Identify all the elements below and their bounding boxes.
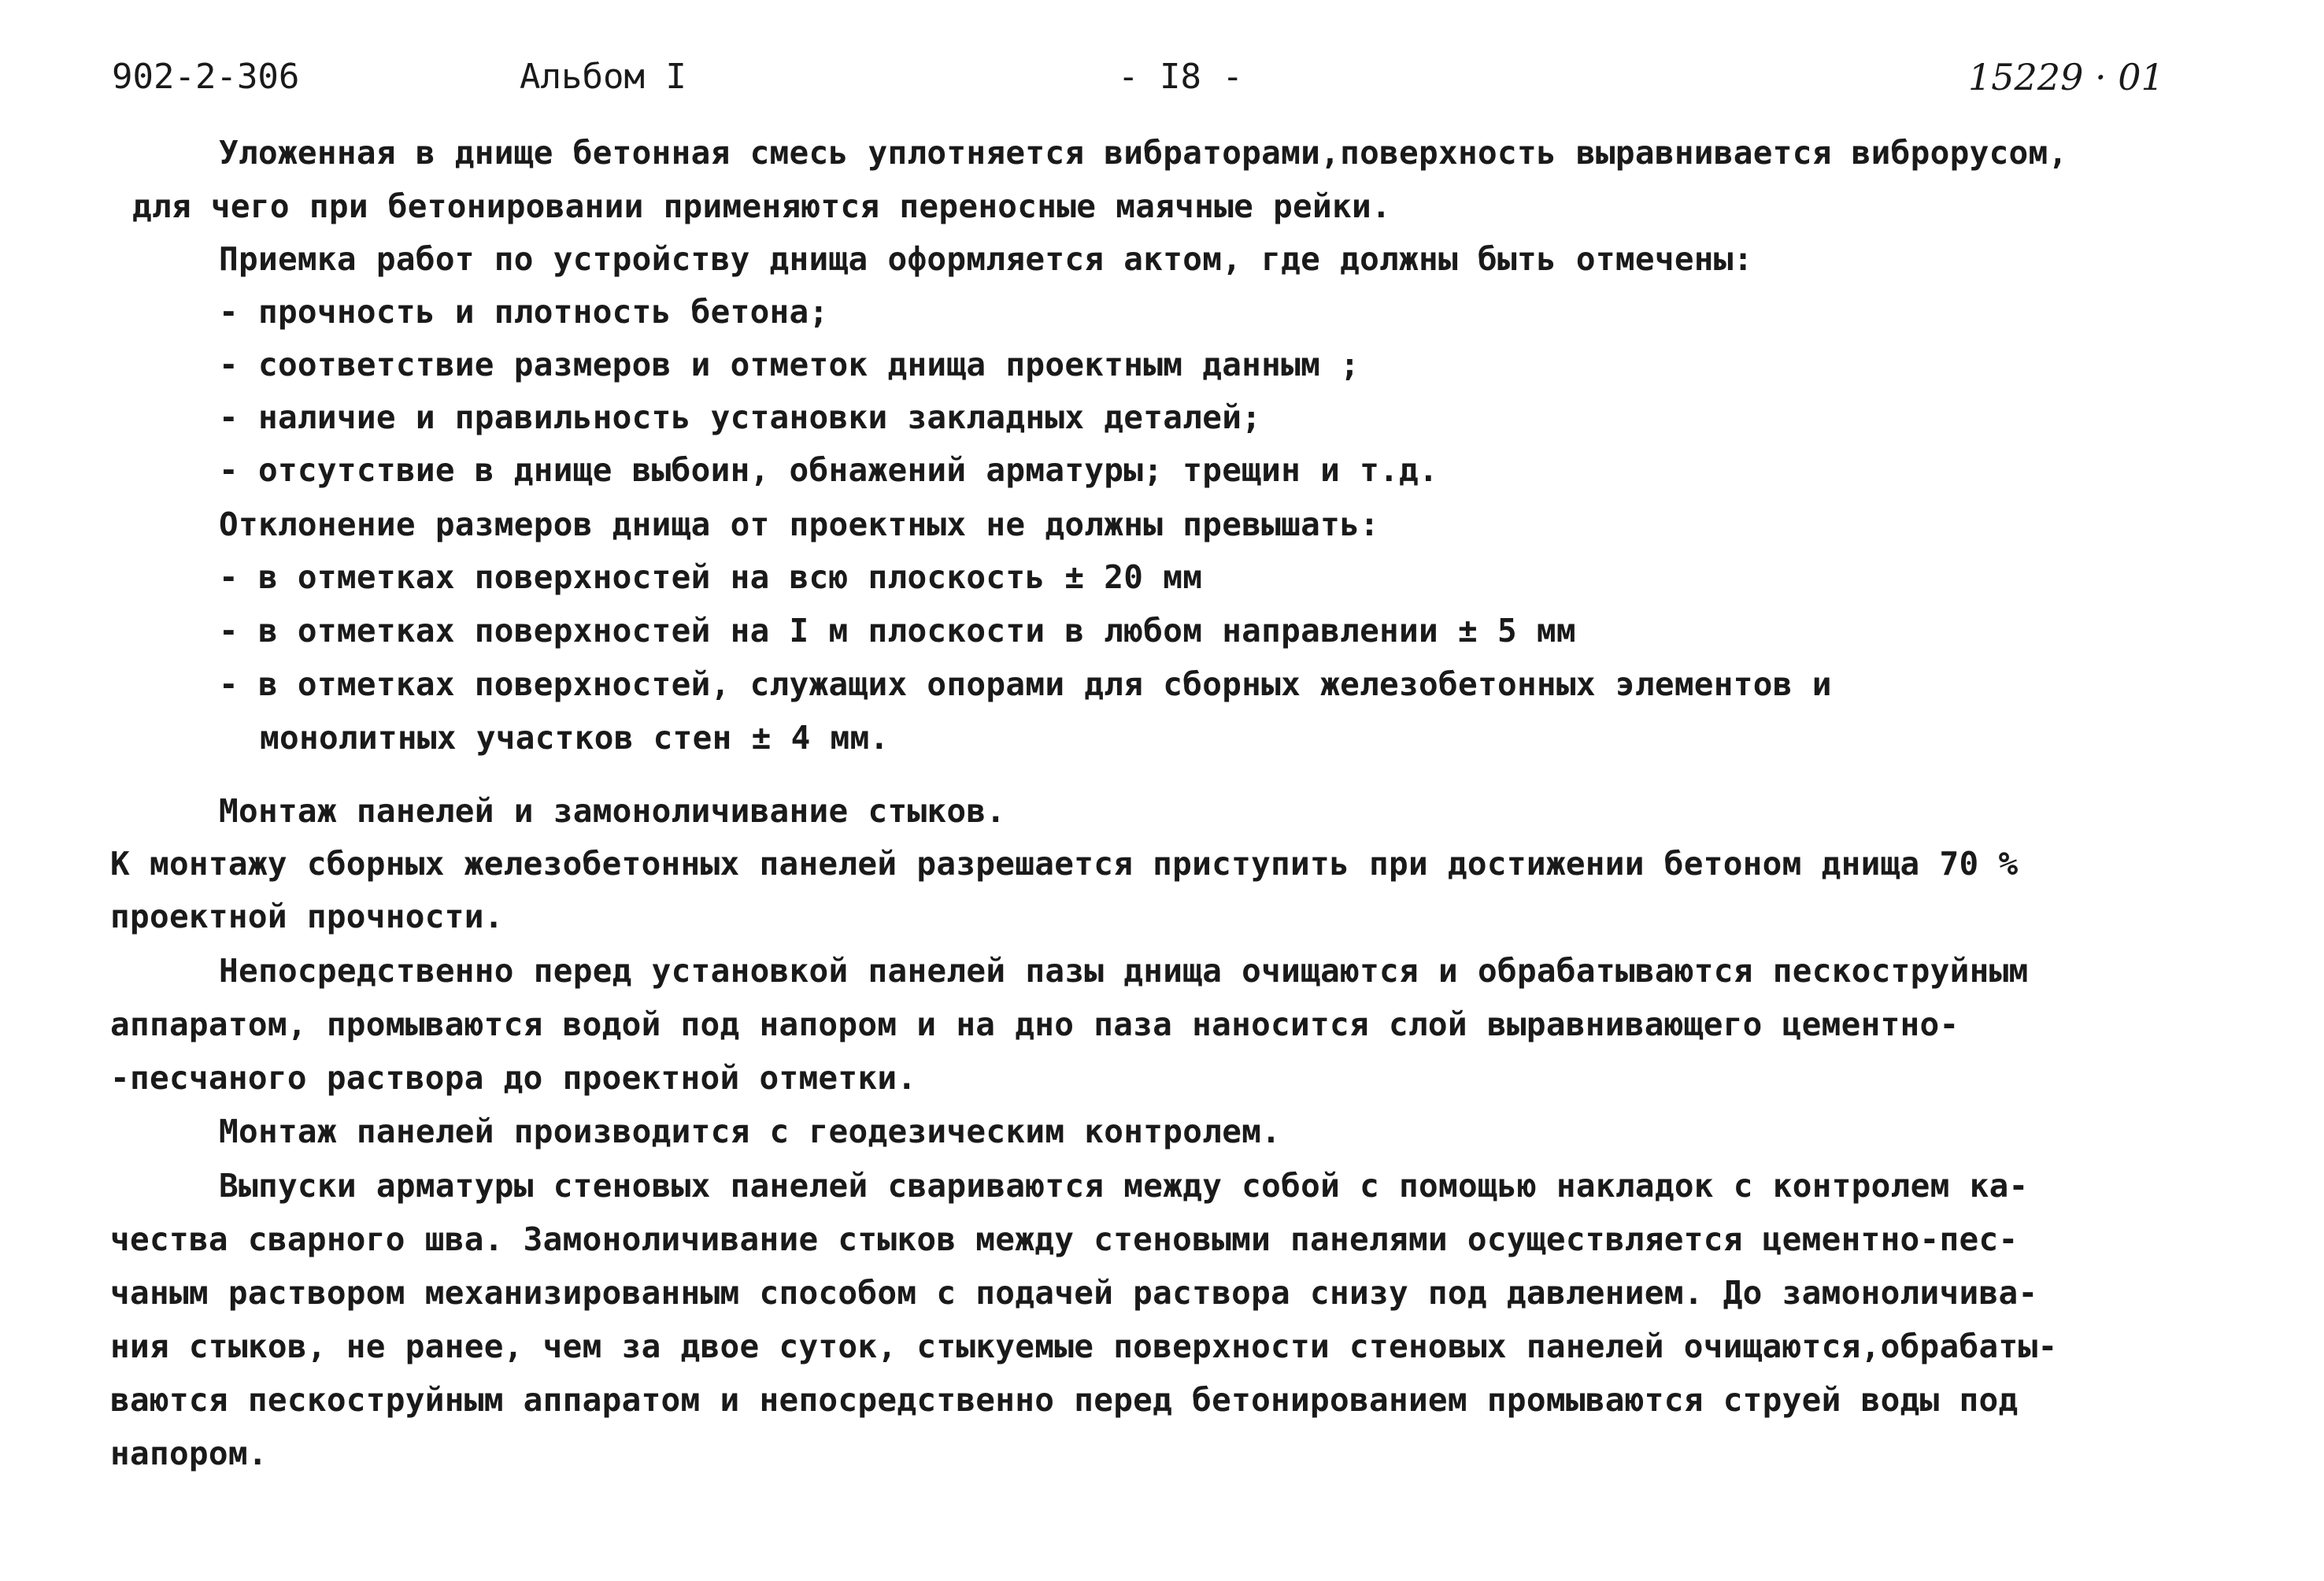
list-item: - в отметках поверхностей на I м плоскости в любом направлении ± 5 мм (219, 612, 1576, 650)
list-item: - прочность и плотность бетона; (219, 293, 829, 331)
text-line: ваются пескоструйным аппаратом и непосредственно перед бетонированием промываются струей воды под (110, 1381, 2019, 1419)
text-line: аппаратом, промываются водой под напором и на дно паза наносится слой выравнивающего цементно- (110, 1005, 1959, 1043)
text-line: Отклонение размеров днища от проектных не должны превышать: (219, 505, 1380, 543)
list-item: - в отметках поверхностей, служащих опорами для сборных железобетонных элементов и (219, 665, 1832, 703)
text-line: напором. (110, 1435, 268, 1472)
section-heading: Монтаж панелей и замоноличивание стыков. (219, 792, 1006, 830)
text-line: -песчаного раствора до проектной отметки. (110, 1059, 917, 1097)
archive-stamp: 15229 · 01 (1968, 56, 2164, 98)
text-line: Приемка работ по устройству днища оформляется актом, где должны быть отмечены: (219, 240, 1753, 278)
text-line: проектной прочности. (110, 898, 504, 935)
list-item-continuation: монолитных участков стен ± 4 мм. (260, 719, 890, 757)
list-item: - в отметках поверхностей на всю плоскость ± 20 мм (219, 558, 1203, 596)
text-line: Монтаж панелей производится с геодезическим контролем. (219, 1113, 1282, 1150)
page-number: - I8 - (1118, 57, 1243, 97)
text-line: Уложенная в днище бетонная смесь уплотняется вибраторами,поверхность выравнивается виброрусом, (219, 134, 2068, 172)
text-line: для чего при бетонировании применяются переносные маячные рейки. (132, 187, 1391, 225)
text-line: чаным раствором механизированным способом с подачей раствора снизу под давлением. До замоноличива- (110, 1274, 2038, 1312)
list-item: - наличие и правильность установки закладных деталей; (219, 398, 1262, 436)
doc-code: 902-2-306 (112, 57, 300, 97)
text-line: чества сварного шва. Замоноличивание стыков между стеновыми панелями осуществляется цементно-пес- (110, 1220, 2019, 1258)
text-line: Непосредственно перед установкой панелей пазы днища очищаются и обрабатываются пескоструйным (219, 952, 2029, 990)
list-item: - соответствие размеров и отметок днища проектным данным ; (219, 346, 1360, 383)
text-line: К монтажу сборных железобетонных панелей разрешается приступить при достижении бетоном днища 70 % (110, 845, 2019, 883)
text-line: Выпуски арматуры стеновых панелей свариваются между собой с помощью накладок с контролем ка- (219, 1167, 2029, 1205)
list-item: - отсутствие в днище выбоин, обнажений арматуры; трещин и т.д. (219, 451, 1439, 489)
text-line: ния стыков, не ранее, чем за двое суток, стыкуемые поверхности стеновых панелей очищаются,обрабаты- (110, 1327, 2058, 1365)
album-label: Альбом I (520, 57, 686, 97)
